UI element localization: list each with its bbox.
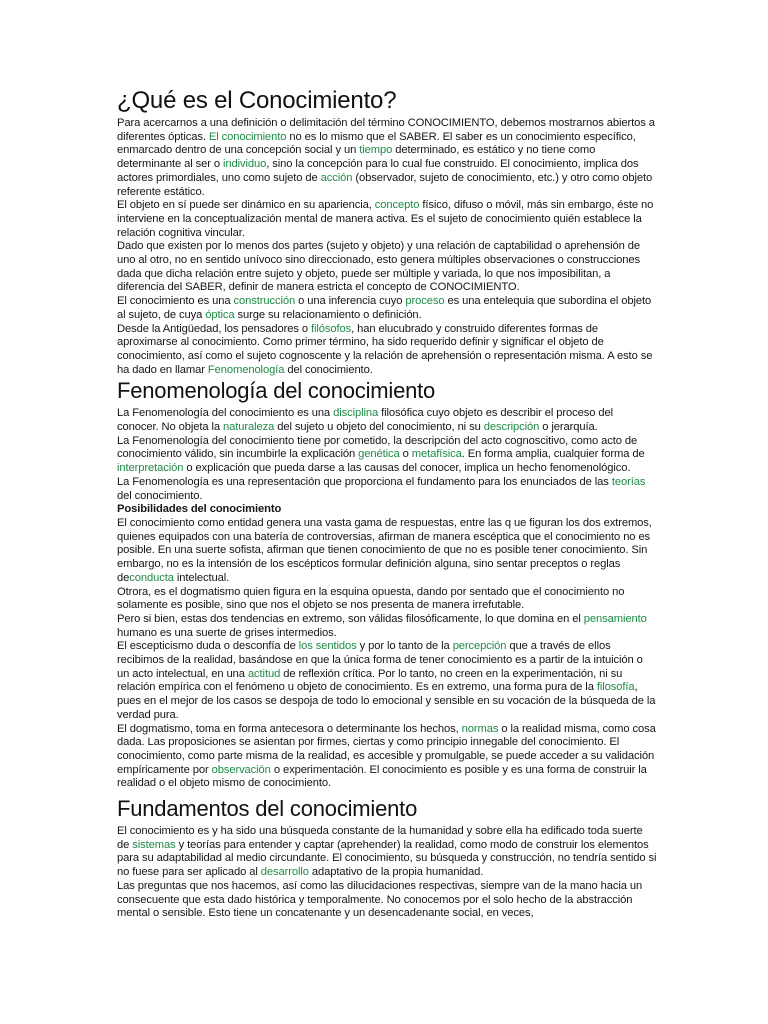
paragraph-text: que a través de ellos recibimos de la realidad, basándose en que la única forma de tener conocimiento es a partir de la intuición o un acto intelectual, en una — [117, 640, 643, 680]
paragraph-text: o la realidad misma, como cosa dada. Las proposiciones se asientan por firmes, ciertas y como principio innegable del conocimiento. El conocimiento, como parte misma de la realidad, es accesible y promulgable, se puede acceder a su validación empíricamente por — [117, 722, 656, 776]
paragraph-text: Pero si bien, estas dos tendencias en extremo, son válidas filosóficamente, lo que domina en el — [117, 612, 584, 625]
paragraph-text: del conocimiento. — [284, 363, 373, 376]
paragraph-text: y teorías para entender y captar (aprehender) la realidad, como modo de construir los elementos para su adaptabilidad al medio circundante. El conocimiento, su búsqueda y construcción, no tendría sentido si no fuese para ser aplicado al — [117, 838, 657, 879]
inline-link[interactable]: desarrollo — [260, 866, 309, 879]
paragraph-text: . En forma amplia, cualquier forma de — [461, 448, 645, 461]
inline-link[interactable]: conducta — [129, 571, 174, 584]
paragraph — [117, 586, 657, 613]
paragraph-text: y por lo tanto de la — [356, 640, 453, 653]
paragraph — [117, 240, 657, 295]
paragraph-text: La Fenomenología del conocimiento es una — [117, 407, 334, 420]
paragraph-text: La Fenomenología del conocimiento tiene por cometido, la descripción del acto cognoscitivo, como acto de conocimiento válido, sin incumbirle la explicación — [117, 434, 638, 461]
inline-link[interactable]: observación — [211, 763, 271, 776]
paragraph — [117, 476, 657, 503]
inline-link[interactable]: filosofía — [596, 681, 635, 694]
document-page — [117, 86, 657, 921]
inline-link[interactable]: Fenomenología — [207, 363, 285, 376]
paragraph-text: no es lo mismo que el SABER. El saber es un conocimiento específico, enmarcado dentro de una concepción social y un — [117, 130, 636, 157]
paragraph-text: La Fenomenología es una representación que proporciona el fundamento para los enunciados de las — [117, 475, 612, 488]
paragraph — [117, 407, 657, 434]
paragraph-text: o una inferencia cuyo — [295, 295, 406, 308]
paragraph — [117, 435, 657, 476]
paragraph — [117, 640, 657, 722]
inline-link[interactable]: percepción — [452, 640, 507, 653]
paragraph — [117, 323, 657, 378]
paragraph-text: físico, difuso o móvil, más sin embargo, éste no interviene en la conceptualización mental de manera activa. Es el sujeto de conocimiento quién establece la relación cognitiva vincular. — [117, 199, 654, 239]
paragraph-text: Desde la Antigüedad, los pensadores o — [117, 322, 311, 335]
paragraph-text: , pues en el mejor de los casos se despoja de todo lo emocional y sensible en su vocación de la búsqueda de la verdad pura. — [117, 681, 656, 721]
paragraph-text: Para acercarnos a una definición o delimitación del término CONOCIMIENTO, debemos mostrarnos abiertos a diferentes ópticas. — [117, 117, 655, 143]
inline-link[interactable]: los sentidos — [298, 640, 357, 653]
paragraph-text: filosófica cuyo objeto es describir el proceso del conocer. No objeta la — [117, 407, 614, 434]
paragraph-text: El conocimiento es una — [117, 295, 234, 308]
page-title: ¿Qué es el Conocimiento? — [117, 87, 397, 114]
inline-link[interactable]: acción — [320, 171, 353, 184]
section-fundamentos-body — [117, 825, 657, 921]
section-posibilidades-body — [117, 517, 657, 791]
inline-link[interactable]: interpretación — [117, 462, 184, 475]
intro-body — [117, 117, 657, 377]
paragraph-text: El conocimiento es y ha sido una búsqueda constante de la humanidad y sobre ella ha edificado toda suerte de — [117, 825, 643, 851]
paragraph — [117, 295, 657, 322]
inline-link[interactable]: tiempo — [359, 144, 393, 157]
section-heading-fundamentos: Fundamentos del conocimiento — [117, 796, 418, 822]
paragraph-text: de reflexión crítica. Por lo tanto, no creen en la experimentación, ni su relación empírica con el fenómeno u objeto de conocimiento. Es en extremo, una forma pura de la — [117, 667, 623, 694]
inline-link[interactable]: individuo — [223, 158, 267, 171]
inline-link[interactable]: construcción — [233, 295, 296, 308]
paragraph-text: humano es una suerte de grises intermedios. — [117, 626, 337, 639]
paragraph-text: o explicación que pueda darse a las causas del conocer, implica un hecho fenomenológico. — [183, 462, 631, 475]
paragraph-text: El objeto en sí puede ser dinámico en su apariencia, — [117, 199, 375, 212]
paragraph-text: adaptativo de la propia humanidad. — [308, 866, 484, 879]
inline-link[interactable]: pensamiento — [583, 612, 647, 625]
paragraph-text: o — [399, 448, 412, 461]
inline-link[interactable]: teorías — [611, 475, 646, 488]
paragraph — [117, 880, 657, 921]
inline-link[interactable]: óptica — [205, 308, 235, 321]
paragraph-text: El dogmatismo, toma en forma antecesora o determinante los hechos, — [117, 722, 462, 735]
paragraph-text: o experimentación. El conocimiento es posible y es una forma de construir la realidad o el objeto mismo de conocimiento. — [117, 763, 647, 790]
paragraph — [117, 613, 657, 640]
paragraph-text: , sino la concepción para lo cual fue construido. El conocimiento, implica dos actores primordiales, uno como sujeto de — [117, 158, 639, 184]
inline-link[interactable]: El conocimiento — [208, 130, 287, 143]
section-heading-fenomenologia: Fenomenología del conocimiento — [117, 378, 436, 404]
paragraph-text: , han elucubrado y construido diferentes formas de aproximarse al conocimiento. Como primer término, ha sido requerido definir y significar el objeto de conocimiento, así como el sujeto cognoscente y la relación de aprehensión o representación misma. A esto se ha dado en llamar — [117, 322, 653, 376]
paragraph-text: El conocimiento como entidad genera una vasta gama de respuestas, entre las q ue figuran los dos extremos, quienes equipados con una batería de controversias, afirman de manera escéptica que el conocimiento no es posible. En una suerte sofista, afirman que tienen conocimiento de que no es posible tener conocimiento. Sin embargo, no es la intensión de los escépticos formular definición alguna, sino sentar preceptos o reglas de — [117, 516, 652, 584]
inline-link[interactable]: genética — [358, 448, 400, 461]
inline-link[interactable]: actitud — [247, 667, 281, 680]
paragraph-text: del conocimiento. — [117, 489, 203, 502]
inline-link[interactable]: disciplina — [333, 407, 379, 420]
paragraph — [117, 199, 657, 240]
subheading-posibilidades: Posibilidades del conocimiento — [117, 503, 282, 516]
paragraph-text: Las preguntas que nos hacemos, así como las dilucidaciones respectivas, siempre van de la mano hacia un consecuente que esta dado histórica y temporalmente. No conocemos por el solo hecho de la abstracción mental o sensible. Esto tiene un concatenante y un desencadenante social, en veces, — [117, 879, 643, 920]
inline-link[interactable]: metafísica — [411, 448, 462, 461]
paragraph-text: El escepticismo duda o desconfía de — [117, 640, 299, 653]
paragraph — [117, 117, 657, 199]
paragraph-text: determinado, es estático y no tiene como determinante al ser o — [117, 144, 596, 171]
paragraph — [117, 517, 657, 586]
inline-link[interactable]: concepto — [374, 199, 420, 212]
inline-link[interactable]: filósofos — [311, 322, 352, 335]
inline-link[interactable]: sistemas — [132, 838, 176, 851]
paragraph-text: (observador, sujeto de conocimiento, etc.) y otro como objeto referente estático. — [117, 171, 653, 198]
paragraph — [117, 723, 657, 792]
section-fenomenologia-body — [117, 407, 657, 503]
paragraph-text: intelectual. — [173, 571, 230, 584]
inline-link[interactable]: descripción — [483, 421, 540, 434]
inline-link[interactable]: proceso — [405, 295, 445, 308]
paragraph-text: surge su relacionamiento o definición. — [234, 308, 422, 321]
inline-link[interactable]: naturaleza — [223, 421, 275, 434]
paragraph-text: o jerarquía. — [539, 421, 598, 434]
paragraph-text: del sujeto u objeto del conocimiento, ni su — [274, 421, 484, 434]
paragraph-text: Dado que existen por lo menos dos partes (sujeto y objeto) y una relación de captabilidad o aprehensión de uno al otro, no en sentido unívoco sino direccionado, esto genera múltiples observaciones o construcciones dada que dicha relación entre sujeto y objeto, puede ser múltiple y variada, lo que nos imposibilitan, a diferencia del SABER, definir de manera estricta el concepto de CONOCIMIENTO. — [117, 240, 641, 294]
paragraph — [117, 825, 657, 880]
paragraph-text: Otrora, es el dogmatismo quien figura en la esquina opuesta, dando por sentado que el conocimiento no solamente es posible, sino que nos el objeto se nos presenta de manera irrefutable. — [117, 585, 625, 612]
paragraph-text: es una entelequia que subordina el objeto al sujeto, de cuya — [117, 295, 652, 321]
inline-link[interactable]: normas — [461, 722, 499, 735]
